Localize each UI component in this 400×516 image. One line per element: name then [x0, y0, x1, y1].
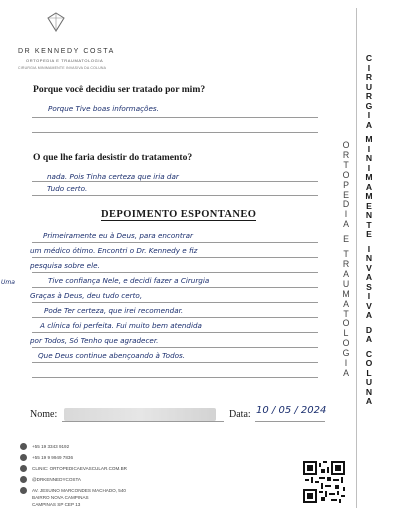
vertical-tagline-letter: U	[365, 81, 373, 92]
testimony-line	[32, 377, 318, 378]
vertical-tagline-letter: I	[367, 243, 371, 254]
vertical-tagline-letter: I	[367, 110, 371, 120]
testimony-text-line: pesquisa sobre ele.	[30, 261, 100, 270]
vertical-specialty-letter: D	[342, 199, 350, 210]
testimony-line	[32, 272, 318, 273]
vertical-specialty-letter: U	[342, 278, 350, 289]
testimony-line	[32, 347, 318, 348]
contact-website: CLINIC: ORTOPEDICAEVASCULAR.COM.BR	[32, 466, 127, 471]
contact-whatsapp: +55 19 9 9949 7836	[32, 455, 74, 460]
testimony-line	[32, 257, 318, 258]
vertical-tagline-letter: I	[367, 143, 371, 154]
vertical-tagline-letter: N	[365, 386, 373, 397]
answer-line	[32, 132, 318, 133]
vertical-tagline-letter: S	[366, 281, 372, 292]
testimony-line	[32, 302, 318, 303]
whatsapp-icon	[20, 454, 27, 461]
testimony-line	[32, 362, 318, 363]
vertical-tagline-letter: C	[365, 348, 373, 359]
testimony-title: DEPOIMENTO ESPONTANEO	[101, 209, 257, 220]
testimony-text-line: Pode Ter certeza, que irei recomendar.	[44, 306, 184, 315]
vertical-specialty-letter: R	[342, 149, 350, 160]
vertical-tagline-letter: E	[366, 229, 372, 239]
question-1-answer: Porque Tive boas informações.	[48, 104, 159, 113]
vertical-tagline-letter: N	[365, 210, 373, 220]
vertical-tagline-letter: R	[365, 72, 373, 82]
vertical-tagline-letter: A	[365, 272, 373, 282]
logo-icon	[46, 12, 66, 32]
vertical-tagline-letter: I	[367, 291, 371, 301]
brand-name: DR KENNEDY COSTA	[18, 48, 115, 55]
vertical-specialty-letter: I	[344, 358, 348, 369]
vertical-tagline-letter: V	[366, 262, 372, 273]
vertical-specialty	[340, 141, 352, 379]
vertical-specialty-letter: E	[343, 234, 349, 245]
vertical-specialty-letter: T	[343, 308, 349, 319]
vertical-tagline-letter: D	[365, 324, 373, 335]
vertical-tagline-letter: R	[365, 91, 373, 101]
testimony-text-line: Graças à Deus, deu tudo certo,	[30, 291, 143, 300]
testimony-line	[32, 242, 318, 243]
qr-code-icon	[303, 461, 345, 503]
vertical-tagline-letter: A	[365, 334, 373, 344]
vertical-specialty-letter: O	[342, 338, 350, 349]
name-line	[62, 421, 224, 422]
vertical-specialty-letter: G	[342, 348, 350, 359]
date-label: Data:	[229, 409, 251, 420]
answer-line	[32, 195, 318, 196]
vertical-tagline-letter: A	[365, 181, 373, 192]
vertical-tagline-letter: C	[365, 53, 373, 63]
contact-address-2: BAIRRO NOVA CAMPINAS	[32, 495, 89, 500]
globe-icon	[20, 465, 27, 472]
vertical-specialty-letter: A	[343, 367, 349, 378]
testimony-text-line: um médico ótimo. Encontri o Dr. Kennedy e fiz	[30, 246, 198, 255]
vertical-tagline-letter: N	[365, 253, 373, 263]
vertical-specialty-letter: O	[342, 318, 350, 329]
contact-address-1: AV. JESUINO MARCONDES MACHADO, 540	[32, 488, 126, 493]
margin-note: Uma	[1, 279, 15, 286]
vertical-tagline-letter: E	[366, 200, 372, 211]
vertical-specialty-letter: I	[344, 209, 348, 220]
answer-line	[32, 181, 318, 182]
contact-address-3: CAMPINAS SP CEP 13	[32, 502, 81, 507]
question-2-answer-line-1: nada. Pois Tinha certeza que iria dar	[47, 172, 179, 181]
vertical-specialty-letter: E	[343, 189, 349, 200]
vertical-tagline-letter: M	[365, 191, 373, 201]
name-label: Nome:	[30, 409, 58, 420]
question-2-label: O que lhe faria desistir do tratamento?	[33, 152, 193, 163]
vertical-specialty-letter: A	[343, 219, 349, 230]
testimony-line	[32, 317, 318, 318]
question-2-answer-line-2: Tudo certo.	[47, 184, 88, 193]
brand-tagline: CIRURGIA MINIMAMENTE INVASIVA DA COLUNA	[18, 66, 107, 70]
vertical-specialty-letter: O	[342, 140, 350, 150]
vertical-tagline-letter: I	[367, 162, 371, 173]
right-divider	[356, 8, 357, 508]
phone-icon	[20, 443, 27, 450]
vertical-specialty-letter: R	[342, 258, 350, 269]
contact-instagram: @DRKENNEDYCOSTA	[32, 477, 81, 482]
testimony-text-line: Que Deus continue abençoando à Todos.	[38, 351, 186, 360]
vertical-tagline-letter: T	[366, 219, 372, 230]
contact-phone: +55 19 3343 9192	[32, 444, 70, 449]
vertical-specialty-letter: A	[343, 298, 349, 309]
vertical-tagline-letter: U	[365, 377, 373, 387]
vertical-specialty-letter: L	[343, 328, 349, 339]
instagram-icon	[20, 476, 27, 483]
vertical-specialty-letter: P	[343, 179, 349, 190]
vertical-tagline-letter: L	[366, 367, 372, 378]
vertical-tagline-letter: A	[365, 310, 373, 320]
testimony-text-line: A clínica foi perfeita. Fui muito bem atendida	[40, 321, 202, 330]
vertical-tagline-letter: A	[365, 119, 373, 130]
testimony-text-line: por Todos, Só Tenho que agradecer.	[30, 336, 159, 345]
brand-subtitle: ORTOPEDIA E TRAUMATOLOGIA	[26, 58, 104, 63]
vertical-specialty-letter: M	[342, 288, 350, 299]
vertical-tagline-letter: M	[365, 134, 373, 144]
date-line	[255, 421, 325, 422]
vertical-tagline-letter: M	[365, 172, 373, 182]
vertical-specialty-letter: T	[343, 249, 349, 260]
vertical-specialty-letter: A	[343, 268, 349, 279]
vertical-specialty-letter: O	[342, 169, 350, 180]
date-value: 10 / 05 / 2024	[256, 405, 327, 416]
vertical-tagline-letter: A	[365, 396, 373, 406]
testimony-line	[32, 332, 318, 333]
vertical-tagline-letter: V	[366, 300, 372, 311]
testimony-text-line: Tive confiança Nele, e decidi fazer a Cirurgia	[48, 276, 210, 285]
location-icon	[20, 487, 27, 494]
vertical-tagline	[362, 54, 376, 407]
testimony-text-line: Primeiramente eu à Deus, para encontrar	[43, 231, 193, 240]
vertical-tagline-letter: N	[365, 153, 373, 163]
vertical-specialty-letter: T	[343, 159, 349, 170]
question-1-label: Porque você decidiu ser tratado por mim?	[33, 84, 206, 95]
testimony-line	[32, 287, 318, 288]
vertical-tagline-letter: O	[365, 358, 373, 368]
answer-line	[32, 117, 318, 118]
vertical-tagline-letter: I	[367, 62, 371, 73]
vertical-tagline-letter: G	[365, 100, 373, 111]
redacted-name	[64, 408, 216, 421]
